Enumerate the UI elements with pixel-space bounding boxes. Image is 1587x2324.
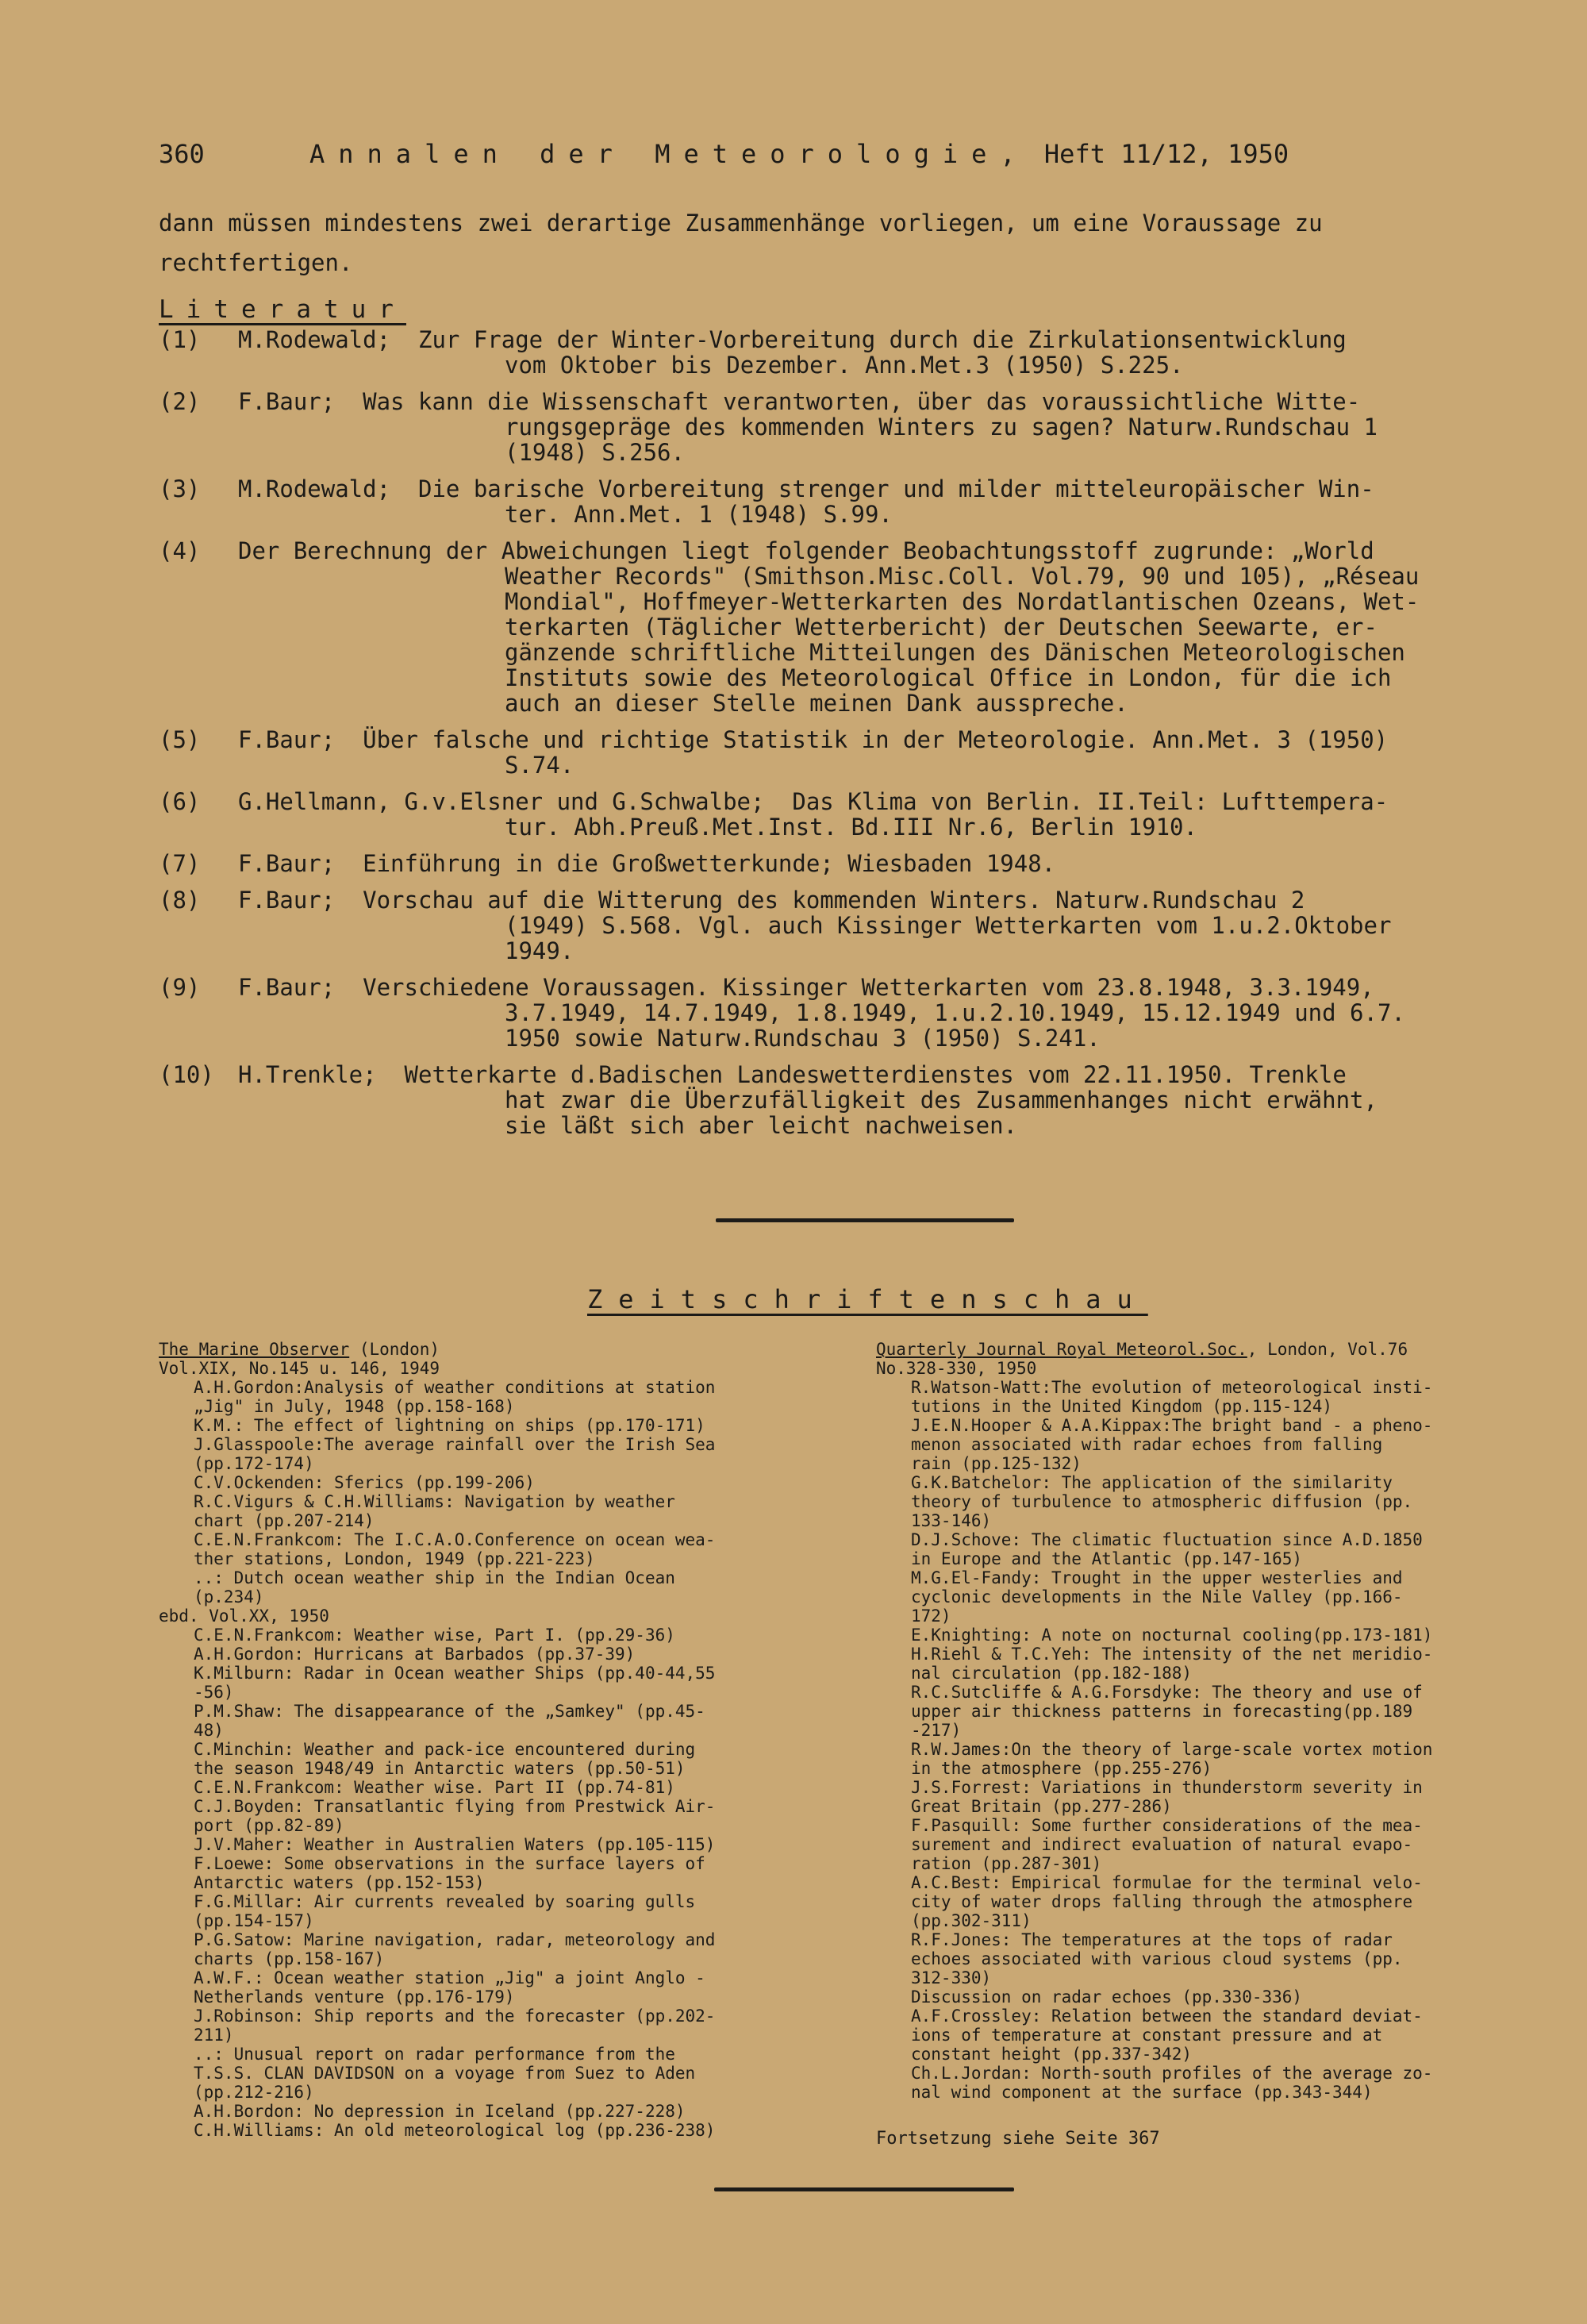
article-line: surement and indirect evaluation of natural evapo-	[911, 1835, 1413, 1854]
article-entry	[876, 1530, 1527, 1568]
article-entry	[876, 1778, 1527, 1816]
article-line: F.Pasquill: Some further considerations of the mea-	[911, 1816, 1423, 1835]
article-line: ther stations, London, 1949 (pp.221-223)	[194, 1549, 595, 1568]
article-line: 312-330)	[911, 1968, 992, 1987]
article-line: echoes associated with various cloud systems (pp.	[911, 1949, 1403, 1968]
article-line: F.Loewe: Some observations in the surface layers of	[194, 1854, 705, 1873]
article-line: J.E.N.Hooper & A.A.Kippax:The bright band - a pheno-	[911, 1416, 1433, 1435]
article-line: 48)	[194, 1721, 224, 1740]
literatur-heading: Literatur	[159, 295, 406, 324]
article-entry	[159, 2121, 809, 2140]
article-entry	[159, 2045, 809, 2102]
journal-heading	[159, 1340, 809, 1359]
reference-first-line	[159, 476, 1539, 502]
reference-continuation: auch an dieser Stelle meinen Dank ausspreche.	[505, 690, 1128, 717]
article-line: -56)	[194, 1683, 234, 1702]
article-line: R.W.James:On the theory of large-scale vortex motion	[911, 1740, 1433, 1759]
reference-first-line	[159, 975, 1539, 1000]
reference-continuation: Instituts sowie des Meteorological Office in London, für die ich	[505, 664, 1392, 691]
entry-list-2	[159, 1626, 809, 2140]
continuation-note: Fortsetzung siehe Seite 367	[876, 2129, 1160, 2149]
reference-author: H.Trenkle;	[238, 1061, 377, 1088]
reference-continuation: (1948) S.256.	[505, 439, 685, 466]
volume-line: No.328-330, 1950	[876, 1359, 1037, 1378]
article-line: K.Milburn: Radar in Ocean weather Ships (pp.40-44,55	[194, 1664, 716, 1683]
reference-author: F.Baur;	[238, 388, 336, 415]
article-entry	[159, 1416, 809, 1435]
article-line: -217)	[911, 1721, 962, 1740]
page-header	[159, 138, 1428, 170]
reference-continuation: tur. Abh.Preuß.Met.Inst. Bd.III Nr.6, Berlin 1910.	[505, 814, 1197, 841]
volume-line-2: ebd. Vol.XX, 1950	[159, 1606, 329, 1626]
article-line: ions of temperature at constant pressure and at	[911, 2026, 1383, 2045]
article-line: A.F.Crossley: Relation between the standard deviat-	[911, 2007, 1423, 2026]
article-entry	[159, 1378, 809, 1416]
article-entry	[159, 1626, 809, 1645]
reference-first-line	[159, 538, 1539, 564]
reference-number: (7)	[159, 850, 201, 877]
reference-text: Zur Frage der Winter-Vorbereitung durch die Zirkulationsentwicklung	[417, 326, 1347, 353]
reference-continuation: vom Oktober bis Dezember. Ann.Met.3 (1950) S.225.	[505, 352, 1184, 379]
reference-text: Das Klima von Berlin. II.Teil: Lufttempera-	[792, 788, 1389, 815]
article-entry	[159, 1492, 809, 1530]
section-divider	[716, 1218, 1014, 1222]
article-line: tutions in the United Kingdom (pp.115-124)	[911, 1397, 1333, 1416]
article-entry	[159, 1968, 809, 2007]
article-entry	[159, 1473, 809, 1492]
article-line: (p.234)	[194, 1587, 264, 1606]
reference-author: F.Baur;	[238, 887, 336, 914]
reference-number: (10)	[159, 1061, 214, 1088]
article-line: J.Glasspoole:The average rainfall over the Irish Sea	[194, 1435, 716, 1454]
article-entry	[159, 2007, 809, 2045]
reference-item	[159, 389, 1539, 465]
reference-first-line	[159, 327, 1539, 352]
reference-author: F.Baur;	[238, 726, 336, 753]
article-line: Ch.L.Jordan: North-south profiles of the average zo-	[911, 2064, 1433, 2083]
article-line: R.C.Vigurs & C.H.Williams: Navigation by weather	[194, 1492, 675, 1511]
reference-number: (9)	[159, 974, 201, 1001]
left-column	[159, 1340, 809, 2140]
article-line: 211)	[194, 2026, 234, 2045]
article-line: J.S.Forrest: Variations in thunderstorm severity in	[911, 1778, 1423, 1797]
article-line: (pp.154-157)	[194, 1911, 314, 1930]
journal-suffix: , London, Vol.76	[1247, 1340, 1408, 1359]
journal-suffix: (London)	[349, 1340, 440, 1359]
article-line: Antarctic waters (pp.152-153)	[194, 1873, 485, 1892]
article-entry	[876, 2007, 1527, 2064]
article-line: upper air thickness patterns in forecasting(pp.189	[911, 1702, 1413, 1721]
reference-continuation: (1949) S.568. Vgl. auch Kissinger Wetterkarten vom 1.u.2.Oktober	[505, 912, 1392, 939]
article-line: in the atmosphere (pp.255-276)	[911, 1759, 1212, 1778]
reference-item	[159, 538, 1539, 716]
reference-first-line	[159, 727, 1539, 752]
article-line: A.W.F.: Ocean weather station „Jig" a joint Anglo -	[194, 1968, 705, 1987]
reference-text: Über falsche und richtige Statistik in der Meteorologie. Ann.Met. 3 (1950)	[363, 726, 1389, 753]
article-line: (pp.212-216)	[194, 2083, 314, 2102]
reference-item	[159, 789, 1539, 840]
reference-text: Einführung in die Großwetterkunde; Wiesbaden 1948.	[363, 850, 1056, 877]
article-line: ration (pp.287-301)	[911, 1854, 1102, 1873]
reference-continuation: sie läßt sich aber leicht nachweisen.	[505, 1112, 1018, 1139]
article-entry	[876, 1987, 1527, 2007]
article-line: nal circulation (pp.182-188)	[911, 1664, 1193, 1683]
article-entry	[876, 1740, 1527, 1778]
reference-continuation: Weather Records" (Smithson.Misc.Coll. Vol.79, 90 und 105), „Réseau	[505, 563, 1420, 590]
article-line: A.H.Gordon:Analysis of weather conditions at station	[194, 1378, 716, 1397]
article-line: A.C.Best: Empirical formulae for the terminal velo-	[911, 1873, 1423, 1892]
reference-author: M.Rodewald;	[238, 326, 391, 353]
article-line: menon associated with radar echoes from falling	[911, 1435, 1383, 1454]
article-line: chart (pp.207-214)	[194, 1511, 375, 1530]
article-entry	[876, 1626, 1527, 1645]
article-line: theory of turbulence to atmospheric diffusion (pp.	[911, 1492, 1413, 1511]
article-line: in Europe and the Atlantic (pp.147-165)	[911, 1549, 1303, 1568]
article-line: R.Watson-Watt:The evolution of meteorological insti-	[911, 1378, 1433, 1397]
reference-text: Der Berechnung der Abweichungen liegt folgender Beobachtungsstoff zugrunde: „World	[238, 537, 1374, 564]
article-line: 133-146)	[911, 1511, 992, 1530]
article-line: „Jig" in July, 1948 (pp.158-168)	[194, 1397, 515, 1416]
article-line: C.E.N.Frankcom: Weather wise, Part I. (pp.29-36)	[194, 1626, 675, 1645]
reference-author: M.Rodewald;	[238, 475, 391, 502]
reference-continuation: Mondial", Hoffmeyer-Wetterkarten des Nordatlantischen Ozeans, Wet-	[505, 588, 1420, 615]
article-entry	[876, 1416, 1527, 1473]
article-entry	[876, 1568, 1527, 1626]
article-entry	[876, 2064, 1527, 2102]
article-line: rain (pp.125-132)	[911, 1454, 1082, 1473]
article-line: city of water drops falling through the atmosphere	[911, 1892, 1413, 1911]
article-line: constant height (pp.337-342)	[911, 2045, 1193, 2064]
reference-item	[159, 727, 1539, 778]
article-entry	[876, 1683, 1527, 1740]
reference-number: (4)	[159, 537, 201, 564]
reference-continuation: rungsgepräge des kommenden Winters zu sagen? Naturw.Rundschau 1	[505, 414, 1378, 441]
reference-continuation: 1950 sowie Naturw.Rundschau 3 (1950) S.241.	[505, 1025, 1101, 1052]
article-line: M.G.El-Fandy: Trought in the upper westerlies and	[911, 1568, 1403, 1587]
article-line: A.H.Gordon: Hurricans at Barbados (pp.37-39)	[194, 1645, 636, 1664]
reference-author: F.Baur;	[238, 850, 336, 877]
article-line: Discussion on radar echoes (pp.330-336)	[911, 1987, 1303, 2007]
volume-line: Vol.XIX, No.145 u. 146, 1949	[159, 1359, 440, 1378]
article-line: G.K.Batchelor: The application of the similarity	[911, 1473, 1393, 1492]
article-entry	[159, 1797, 809, 1835]
reference-item	[159, 327, 1539, 378]
article-line: (pp.302-311)	[911, 1911, 1032, 1930]
page-number: 360	[159, 139, 205, 169]
reference-text: Wetterkarte d.Badischen Landeswetterdienstes vom 22.11.1950. Trenkle	[404, 1061, 1347, 1088]
reference-item	[159, 975, 1539, 1051]
reference-number: (3)	[159, 475, 201, 502]
article-line: 172)	[911, 1606, 951, 1626]
article-entry	[876, 1645, 1527, 1683]
article-entry	[876, 1378, 1527, 1416]
article-line: H.Riehl & T.C.Yeh: The intensity of the net meridio-	[911, 1645, 1433, 1664]
article-line: port (pp.82-89)	[194, 1816, 344, 1835]
reference-number: (6)	[159, 788, 201, 815]
reference-item	[159, 1062, 1539, 1138]
article-entry	[159, 1568, 809, 1606]
reference-author: F.Baur;	[238, 974, 336, 1001]
article-line: J.V.Maher: Weather in Australien Waters (pp.105-115)	[194, 1835, 716, 1854]
article-entry	[159, 1530, 809, 1568]
reference-item	[159, 851, 1539, 876]
article-line: C.J.Boyden: Transatlantic flying from Prestwick Air-	[194, 1797, 716, 1816]
journal-title: Annalen der Meteorologie,	[309, 139, 1029, 169]
article-entry	[159, 1702, 809, 1740]
article-line: C.E.N.Frankcom: Weather wise. Part II (pp.74-81)	[194, 1778, 675, 1797]
intro-paragraph: dann müssen mindestens zwei derartige Zusammenhänge vorliegen, um eine Voraussage zu rechtfertigen.	[159, 210, 1323, 276]
article-line: C.H.Williams: An old meteorological log (pp.236-238)	[194, 2121, 716, 2140]
article-entry	[159, 1854, 809, 1892]
article-line: F.G.Millar: Air currents revealed by soaring gulls	[194, 1892, 696, 1911]
reference-continuation: hat zwar die Überzufälligkeit des Zusammenhanges nicht erwähnt,	[505, 1087, 1378, 1114]
zeitschriftenschau-heading: Zeitschriftenschau	[587, 1284, 1148, 1314]
reference-number: (5)	[159, 726, 201, 753]
reference-first-line	[159, 851, 1539, 876]
reference-item	[159, 887, 1539, 964]
reference-text: Was kann die Wissenschaft verantworten, über das voraussichtliche Witte-	[363, 388, 1361, 415]
reference-text: Vorschau auf die Witterung des kommenden Winters. Naturw.Rundschau 2	[363, 887, 1305, 914]
article-line: charts (pp.158-167)	[194, 1949, 385, 1968]
article-line: J.Robinson: Ship reports and the forecaster (pp.202-	[194, 2007, 716, 2026]
reference-item	[159, 476, 1539, 527]
article-line: P.G.Satow: Marine navigation, radar, meteorology and	[194, 1930, 716, 1949]
reference-continuation: gänzende schriftliche Mitteilungen des Dänischen Meteorologischen	[505, 639, 1405, 666]
journal-heading	[876, 1340, 1527, 1359]
reference-text: Die barische Vorbereitung strenger und milder mitteleuropäischer Win-	[417, 475, 1374, 502]
article-entry	[159, 1835, 809, 1854]
reference-list	[159, 327, 1539, 1149]
reference-first-line	[159, 1062, 1539, 1087]
reference-continuation: 1949.	[505, 937, 574, 964]
article-line: C.E.N.Frankcom: The I.C.A.O.Conference on ocean wea-	[194, 1530, 716, 1549]
reference-first-line	[159, 789, 1539, 814]
article-line: R.F.Jones: The temperatures at the tops of radar	[911, 1930, 1393, 1949]
article-line: E.Knighting: A note on nocturnal cooling(pp.173-181)	[911, 1626, 1433, 1645]
reference-first-line	[159, 389, 1539, 414]
article-line: C.V.Ockenden: Sferics (pp.199-206)	[194, 1473, 535, 1492]
article-entry	[159, 1892, 809, 1930]
article-line: nal wind component at the surface (pp.343-344)	[911, 2083, 1373, 2102]
article-line: (pp.172-174)	[194, 1454, 314, 1473]
right-column	[876, 1340, 1527, 2102]
reference-continuation: S.74.	[505, 752, 574, 779]
article-line: ..: Unusual report on radar performance from the	[194, 2045, 675, 2064]
article-line: A.H.Bordon: No depression in Iceland (pp.227-228)	[194, 2102, 686, 2121]
entry-list	[876, 1378, 1527, 2102]
issue-label: Heft 11/12, 1950	[1043, 139, 1289, 169]
reference-text: Verschiedene Voraussagen. Kissinger Wetterkarten vom 23.8.1948, 3.3.1949,	[363, 974, 1374, 1001]
article-line: P.M.Shaw: The disappearance of the „Samkey" (pp.45-	[194, 1702, 705, 1721]
article-entry	[159, 1664, 809, 1702]
article-entry	[159, 2102, 809, 2121]
article-line: C.Minchin: Weather and pack-ice encountered during	[194, 1740, 696, 1759]
article-line: the season 1948/49 in Antarctic waters (pp.50-51)	[194, 1759, 686, 1778]
article-line: T.S.S. CLAN DAVIDSON on a voyage from Suez to Aden	[194, 2064, 696, 2083]
article-line: cyclonic developments in the Nile Valley (pp.166-	[911, 1587, 1403, 1606]
article-entry	[876, 1930, 1527, 1987]
entry-list	[159, 1378, 809, 1606]
article-entry	[159, 1778, 809, 1797]
reference-number: (8)	[159, 887, 201, 914]
article-entry	[159, 1435, 809, 1473]
article-entry	[159, 1740, 809, 1778]
reference-number: (2)	[159, 388, 201, 415]
article-line: Great Britain (pp.277-286)	[911, 1797, 1172, 1816]
article-line: K.M.: The effect of lightning on ships (pp.170-171)	[194, 1416, 705, 1435]
article-line: Netherlands venture (pp.176-179)	[194, 1987, 515, 2007]
article-line: R.C.Sutcliffe & A.G.Forsdyke: The theory and use of	[911, 1683, 1423, 1702]
journal-name: The Marine Observer	[159, 1340, 350, 1359]
footer-divider	[714, 2187, 1014, 2191]
reference-first-line	[159, 887, 1539, 913]
article-entry	[876, 1473, 1527, 1530]
journal-name: Quarterly Journal Royal Meteorol.Soc.	[876, 1340, 1247, 1359]
reference-continuation: ter. Ann.Met. 1 (1948) S.99.	[505, 501, 893, 528]
article-entry	[159, 1930, 809, 1968]
reference-author: G.Hellmann, G.v.Elsner und G.Schwalbe;	[238, 788, 765, 815]
article-entry	[876, 1873, 1527, 1930]
article-line: D.J.Schove: The climatic fluctuation since A.D.1850	[911, 1530, 1423, 1549]
reference-continuation: 3.7.1949, 14.7.1949, 1.8.1949, 1.u.2.10.1949, 15.12.1949 und 6.7.	[505, 999, 1405, 1026]
reference-continuation: terkarten (Täglicher Wetterbericht) der Deutschen Seewarte, er-	[505, 614, 1378, 641]
reference-number: (1)	[159, 326, 201, 353]
article-entry	[159, 1645, 809, 1664]
article-entry	[876, 1816, 1527, 1873]
article-line: ..: Dutch ocean weather ship in the Indian Ocean	[194, 1568, 675, 1587]
